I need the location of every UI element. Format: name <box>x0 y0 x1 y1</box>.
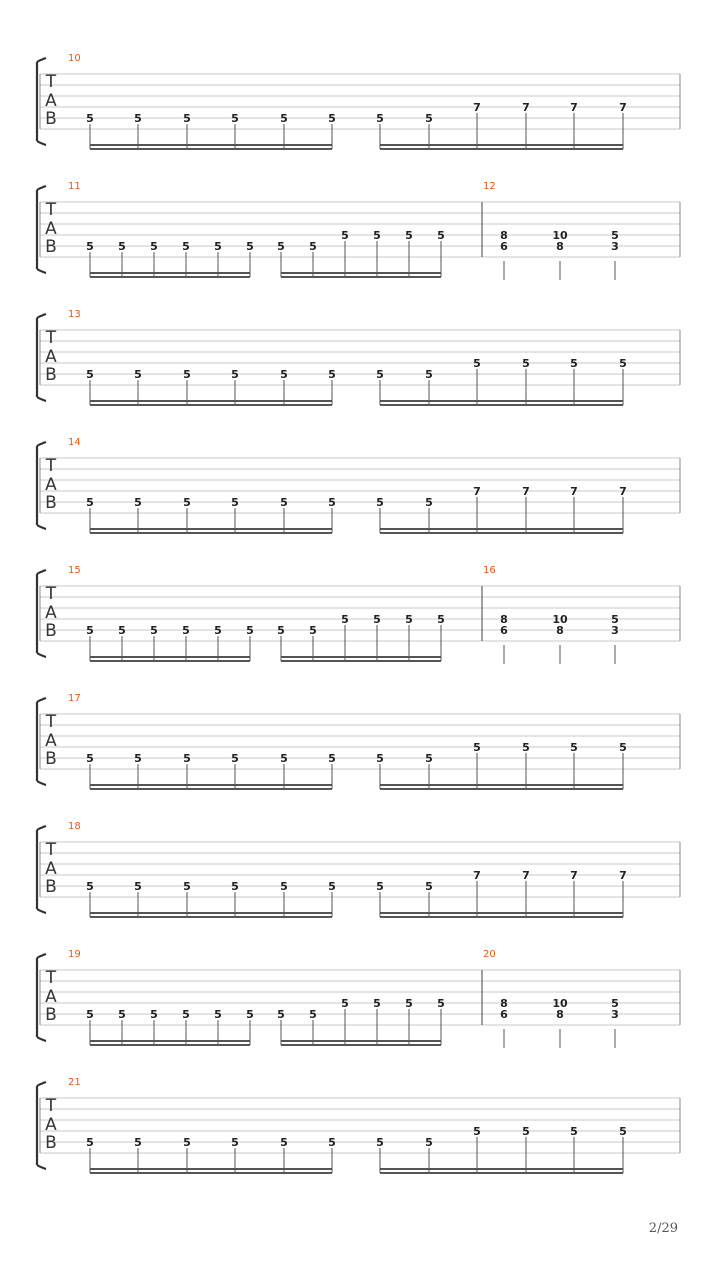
fret-number: 5 <box>280 1136 288 1149</box>
fret-number: 5 <box>522 357 530 370</box>
fret-number: 7 <box>619 101 627 114</box>
fret-number: 7 <box>570 869 578 882</box>
tab-clef-letter: A <box>45 1115 57 1135</box>
page-number: 2/29 <box>648 1221 678 1236</box>
fret-number: 5 <box>214 1008 222 1021</box>
measure-number: 12 <box>483 181 496 192</box>
fret-number: 5 <box>118 624 126 637</box>
fret-number: 5 <box>570 357 578 370</box>
measure-number: 21 <box>68 1077 81 1088</box>
fret-number: 5 <box>231 880 239 893</box>
fret-number: 5 <box>280 880 288 893</box>
fret-number: 5 <box>231 1136 239 1149</box>
fret-number: 5 <box>341 229 349 242</box>
fret-number: 5 <box>86 496 94 509</box>
tab-clef-letter: B <box>45 109 57 129</box>
fret-number: 5 <box>150 240 158 253</box>
tab-clef-letter: B <box>45 621 57 641</box>
tab-clef-letter: B <box>45 493 57 513</box>
tab-clef-letter: T <box>45 968 57 988</box>
fret-number: 5 <box>246 1008 254 1021</box>
fret-number: 7 <box>619 485 627 498</box>
fret-number: 3 <box>611 240 619 253</box>
fret-number: 10 <box>552 613 568 626</box>
fret-number: 5 <box>134 496 142 509</box>
tab-system <box>37 949 680 1048</box>
tab-clef-letter: B <box>45 877 57 897</box>
fret-number: 5 <box>611 997 619 1010</box>
measure-number: 14 <box>68 437 81 448</box>
fret-number: 10 <box>552 997 568 1010</box>
fret-number: 5 <box>619 1125 627 1138</box>
fret-number: 5 <box>425 112 433 125</box>
tab-system <box>37 309 680 405</box>
tab-system <box>37 181 680 280</box>
fret-number: 5 <box>473 357 481 370</box>
tab-system <box>37 821 680 917</box>
fret-number: 5 <box>376 112 384 125</box>
measure-number: 11 <box>68 181 81 192</box>
fret-number: 7 <box>570 485 578 498</box>
fret-number: 5 <box>437 997 445 1010</box>
fret-number: 5 <box>231 368 239 381</box>
fret-number: 7 <box>619 869 627 882</box>
fret-number: 5 <box>328 368 336 381</box>
tab-clef-letter: A <box>45 603 57 623</box>
fret-number: 5 <box>246 624 254 637</box>
fret-number: 5 <box>280 112 288 125</box>
tab-clef-letter: A <box>45 91 57 111</box>
tab-clef-letter: A <box>45 475 57 495</box>
tab-clef-letter: T <box>45 200 57 220</box>
fret-number: 5 <box>182 1008 190 1021</box>
tab-clef-letter: T <box>45 72 57 92</box>
fret-number: 7 <box>473 869 481 882</box>
fret-number: 5 <box>376 1136 384 1149</box>
tab-clef-letter: B <box>45 749 57 769</box>
measure-number: 18 <box>68 821 81 832</box>
fret-number: 5 <box>425 368 433 381</box>
fret-number: 5 <box>425 496 433 509</box>
fret-number: 5 <box>86 752 94 765</box>
fret-number: 5 <box>86 368 94 381</box>
fret-number: 5 <box>328 496 336 509</box>
fret-number: 5 <box>309 240 317 253</box>
fret-number: 5 <box>405 229 413 242</box>
fret-number: 5 <box>328 752 336 765</box>
fret-number: 5 <box>522 741 530 754</box>
fret-number: 5 <box>150 1008 158 1021</box>
fret-number: 5 <box>182 624 190 637</box>
fret-number: 5 <box>309 624 317 637</box>
fret-number: 5 <box>277 624 285 637</box>
fret-number: 8 <box>556 1008 564 1021</box>
fret-number: 5 <box>86 240 94 253</box>
fret-number: 5 <box>405 613 413 626</box>
fret-number: 7 <box>522 869 530 882</box>
fret-number: 5 <box>134 1136 142 1149</box>
fret-number: 6 <box>500 624 508 637</box>
fret-number: 5 <box>309 1008 317 1021</box>
fret-number: 5 <box>341 613 349 626</box>
fret-number: 5 <box>611 613 619 626</box>
fret-number: 5 <box>277 240 285 253</box>
fret-number: 5 <box>376 880 384 893</box>
fret-number: 6 <box>500 1008 508 1021</box>
fret-number: 5 <box>280 496 288 509</box>
tab-system <box>37 693 680 789</box>
tab-clef-letter: T <box>45 712 57 732</box>
fret-number: 8 <box>500 229 508 242</box>
fret-number: 5 <box>231 112 239 125</box>
fret-number: 5 <box>214 624 222 637</box>
tab-system <box>37 1077 680 1173</box>
fret-number: 5 <box>183 880 191 893</box>
tab-clef-letter: B <box>45 365 57 385</box>
fret-number: 5 <box>183 496 191 509</box>
fret-number: 5 <box>182 240 190 253</box>
fret-number: 7 <box>522 485 530 498</box>
fret-number: 5 <box>405 997 413 1010</box>
fret-number: 5 <box>619 357 627 370</box>
tab-clef-letter: T <box>45 456 57 476</box>
measure-number: 15 <box>68 565 81 576</box>
fret-number: 5 <box>231 752 239 765</box>
fret-number: 3 <box>611 624 619 637</box>
fret-number: 5 <box>183 752 191 765</box>
fret-number: 5 <box>231 496 239 509</box>
fret-number: 5 <box>570 1125 578 1138</box>
fret-number: 3 <box>611 1008 619 1021</box>
tab-clef-letter: T <box>45 840 57 860</box>
fret-number: 5 <box>425 752 433 765</box>
measure-number: 10 <box>68 53 81 64</box>
fret-number: 5 <box>425 880 433 893</box>
fret-number: 5 <box>134 880 142 893</box>
tab-system <box>37 53 680 149</box>
fret-number: 5 <box>522 1125 530 1138</box>
fret-number: 5 <box>570 741 578 754</box>
fret-number: 5 <box>118 1008 126 1021</box>
fret-number: 8 <box>500 997 508 1010</box>
measure-number: 20 <box>483 949 496 960</box>
fret-number: 5 <box>373 613 381 626</box>
fret-number: 5 <box>280 752 288 765</box>
tab-clef-letter: B <box>45 1005 57 1025</box>
fret-number: 5 <box>373 229 381 242</box>
fret-number: 8 <box>556 624 564 637</box>
fret-number: 5 <box>150 624 158 637</box>
measure-number: 13 <box>68 309 81 320</box>
fret-number: 8 <box>556 240 564 253</box>
fret-number: 5 <box>328 1136 336 1149</box>
tab-clef-letter: T <box>45 1096 57 1116</box>
fret-number: 5 <box>183 1136 191 1149</box>
fret-number: 8 <box>500 613 508 626</box>
tab-clef-letter: A <box>45 859 57 879</box>
fret-number: 5 <box>118 240 126 253</box>
tab-system <box>37 565 680 664</box>
fret-number: 5 <box>246 240 254 253</box>
fret-number: 10 <box>552 229 568 242</box>
tab-clef-letter: A <box>45 219 57 239</box>
measure-number: 16 <box>483 565 496 576</box>
fret-number: 5 <box>425 1136 433 1149</box>
fret-number: 5 <box>373 997 381 1010</box>
fret-number: 5 <box>134 368 142 381</box>
fret-number: 5 <box>376 368 384 381</box>
tab-clef-letter: T <box>45 584 57 604</box>
fret-number: 5 <box>86 112 94 125</box>
fret-number: 5 <box>437 613 445 626</box>
fret-number: 5 <box>328 112 336 125</box>
fret-number: 5 <box>328 880 336 893</box>
fret-number: 5 <box>86 880 94 893</box>
fret-number: 5 <box>86 1136 94 1149</box>
fret-number: 5 <box>376 752 384 765</box>
tab-clef-letter: B <box>45 237 57 257</box>
fret-number: 7 <box>570 101 578 114</box>
fret-number: 5 <box>619 741 627 754</box>
fret-number: 5 <box>277 1008 285 1021</box>
fret-number: 5 <box>86 1008 94 1021</box>
measure-number: 19 <box>68 949 81 960</box>
fret-number: 5 <box>183 112 191 125</box>
tab-clef-letter: B <box>45 1133 57 1153</box>
fret-number: 7 <box>522 101 530 114</box>
fret-number: 5 <box>280 368 288 381</box>
fret-number: 5 <box>376 496 384 509</box>
fret-number: 5 <box>214 240 222 253</box>
fret-number: 5 <box>134 112 142 125</box>
measure-number: 17 <box>68 693 81 704</box>
fret-number: 7 <box>473 485 481 498</box>
fret-number: 5 <box>437 229 445 242</box>
fret-number: 5 <box>473 1125 481 1138</box>
fret-number: 5 <box>473 741 481 754</box>
fret-number: 5 <box>134 752 142 765</box>
fret-number: 5 <box>611 229 619 242</box>
tab-clef-letter: A <box>45 347 57 367</box>
tab-clef-letter: T <box>45 328 57 348</box>
fret-number: 5 <box>183 368 191 381</box>
fret-number: 7 <box>473 101 481 114</box>
fret-number: 5 <box>341 997 349 1010</box>
tab-clef-letter: A <box>45 987 57 1007</box>
tab-clef-letter: A <box>45 731 57 751</box>
fret-number: 5 <box>86 624 94 637</box>
fret-number: 6 <box>500 240 508 253</box>
tab-system <box>37 437 680 533</box>
